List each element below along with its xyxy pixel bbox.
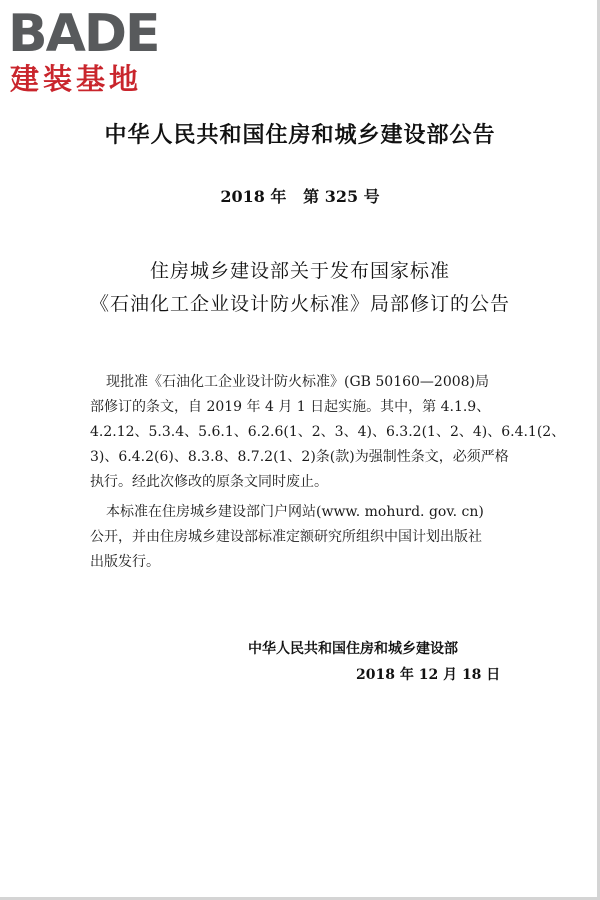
- logo-wordmark: BADE: [8, 4, 159, 64]
- paragraph2-line-1: 本标准在住房城乡建设部门户网站(www. mohurd. gov. cn): [106, 504, 484, 520]
- logo-subtitle: 建装基地: [10, 62, 143, 96]
- paragraph1-line-3: 4.2.12、5.3.4、5.6.1、6.2.6(1、2、3、4)、6.3.2(1、2、4)、6.4.1(2、: [90, 424, 566, 440]
- paragraph2-line-3: 出版发行。: [90, 554, 160, 570]
- bade-logo: [8, 6, 178, 96]
- issue-date: 2018 年 12 月 18 日: [356, 667, 501, 683]
- announcement-subtitle-line-2: 《石油化工企业设计防火标准》局部修订的公告: [89, 293, 510, 315]
- document-number: 2018 年 第 325 号: [220, 187, 380, 206]
- announcement-subtitle-line-1: 住房城乡建设部关于发布国家标准: [149, 260, 450, 282]
- paragraph1-line-2: 部修订的条文，自 2019 年 4 月 1 日起实施。其中，第 4.1.9、: [90, 399, 491, 415]
- page-title: 中华人民共和国住房和城乡建设部公告: [104, 123, 496, 148]
- paragraph1-line-4: 3)、6.4.2(6)、8.3.8、8.7.2(1、2)条(款)为强制性条文，必须严格: [90, 449, 509, 465]
- paragraph1-line-5: 执行。经此次修改的原条文同时废止。: [90, 474, 328, 490]
- issuer-signature: 中华人民共和国住房和城乡建设部: [248, 641, 458, 657]
- paragraph2-line-2: 公开，并由住房城乡建设部标准定额研究所组织中国计划出版社: [90, 529, 482, 545]
- paragraph1-line-1: 现批准《石油化工企业设计防火标准》(GB 50160—2008)局: [106, 374, 490, 390]
